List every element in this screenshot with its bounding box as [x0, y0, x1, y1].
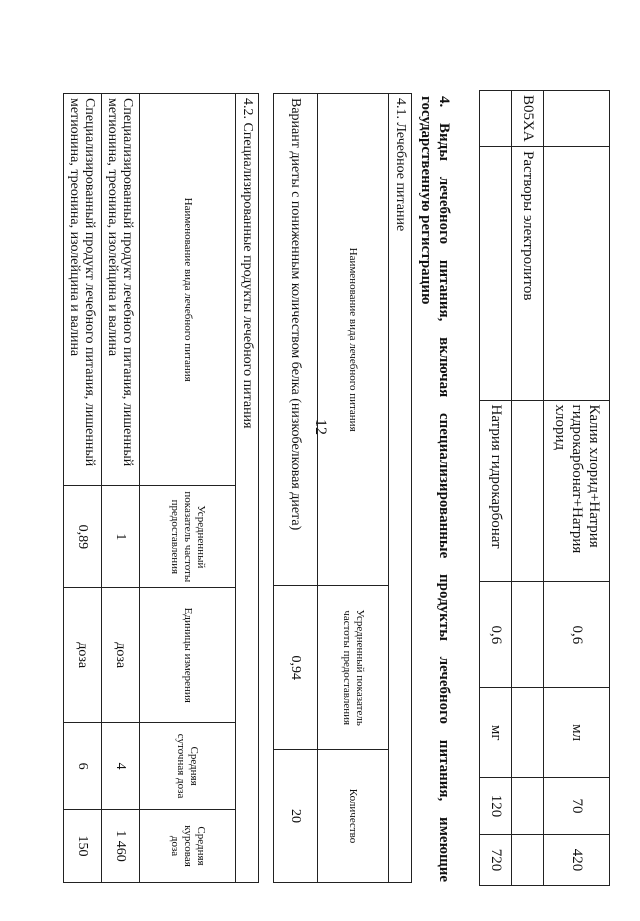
table-row	[480, 91, 512, 886]
group-cell	[480, 146, 512, 400]
daily-dose-cell: 4	[102, 723, 140, 810]
unit-cell: мл	[544, 688, 610, 778]
electrolytes-table	[479, 90, 610, 886]
daily-dose-cell: 6	[64, 723, 102, 810]
column-header: Количество	[318, 750, 389, 883]
freq-cell: 0,89	[64, 486, 102, 588]
table-caption: 4.2. Специализированные продукты лечебного питания	[236, 94, 259, 883]
table-row	[512, 91, 544, 886]
code-cell	[544, 91, 610, 147]
course-dose-cell	[512, 834, 544, 885]
drug-name-cell	[512, 400, 544, 582]
column-header: Средняя суточная доза	[140, 723, 236, 810]
specialized-products-table	[63, 93, 259, 883]
column-header: Средняя курсовая доза	[140, 810, 236, 883]
course-dose-cell: 420	[544, 834, 610, 885]
group-cell	[544, 146, 610, 400]
column-header: Усредненный показатель частоты предоставления	[318, 586, 389, 750]
column-header: Единицы измерения	[140, 588, 236, 723]
unit-cell: доза	[64, 588, 102, 723]
freq-cell: 1	[102, 486, 140, 588]
code-cell	[480, 91, 512, 147]
product-name-cell: Специализированный продукт лечебного питания, лишенный метионина, треонина, изолейцина и валина	[64, 94, 102, 486]
column-header: Наименование вида лечебного питания	[140, 94, 236, 486]
freq-cell: 0,94	[274, 586, 318, 750]
column-header: Усредненный показатель частоты предоставления	[140, 486, 236, 588]
product-name-cell: Специализированный продукт лечебного питания, лишенный метионина, треонина, изолейцина и валина	[102, 94, 140, 486]
section-4-heading: 4. Виды лечебного питания, включая специализированные продукты лечебного питания, имеющие государственную регистрацию	[418, 96, 452, 882]
drug-name-cell: Калия хлорид+Натрия гидрокарбонат+Натрия хлорид	[544, 400, 610, 582]
column-header: Наименование вида лечебного питания	[318, 94, 389, 586]
code-cell: B05XA	[512, 91, 544, 147]
freq-cell: 0,6	[544, 582, 610, 688]
course-dose-cell: 1 460	[102, 810, 140, 883]
daily-dose-cell: 120	[480, 778, 512, 835]
drug-name-cell: Натрия гидрокарбонат	[480, 400, 512, 582]
table-caption: 4.1. Лечебное питание	[389, 94, 412, 883]
daily-dose-cell: 70	[544, 778, 610, 835]
quantity-cell: 20	[274, 750, 318, 883]
unit-cell: доза	[102, 588, 140, 723]
freq-cell: 0,6	[480, 582, 512, 688]
unit-cell	[512, 688, 544, 778]
diet-name-cell: Вариант диеты с пониженным количеством белка (низкобелковая диета)	[274, 94, 318, 586]
daily-dose-cell	[512, 778, 544, 835]
table-row	[102, 94, 140, 883]
page-number: 12	[312, 419, 329, 435]
table-row	[274, 94, 318, 883]
dietary-nutrition-table	[273, 93, 412, 883]
unit-cell: мг	[480, 688, 512, 778]
course-dose-cell: 720	[480, 834, 512, 885]
course-dose-cell: 150	[64, 810, 102, 883]
freq-cell	[512, 582, 544, 688]
group-cell: Растворы электролитов	[512, 146, 544, 400]
table-row	[64, 94, 102, 883]
table-row	[544, 91, 610, 886]
